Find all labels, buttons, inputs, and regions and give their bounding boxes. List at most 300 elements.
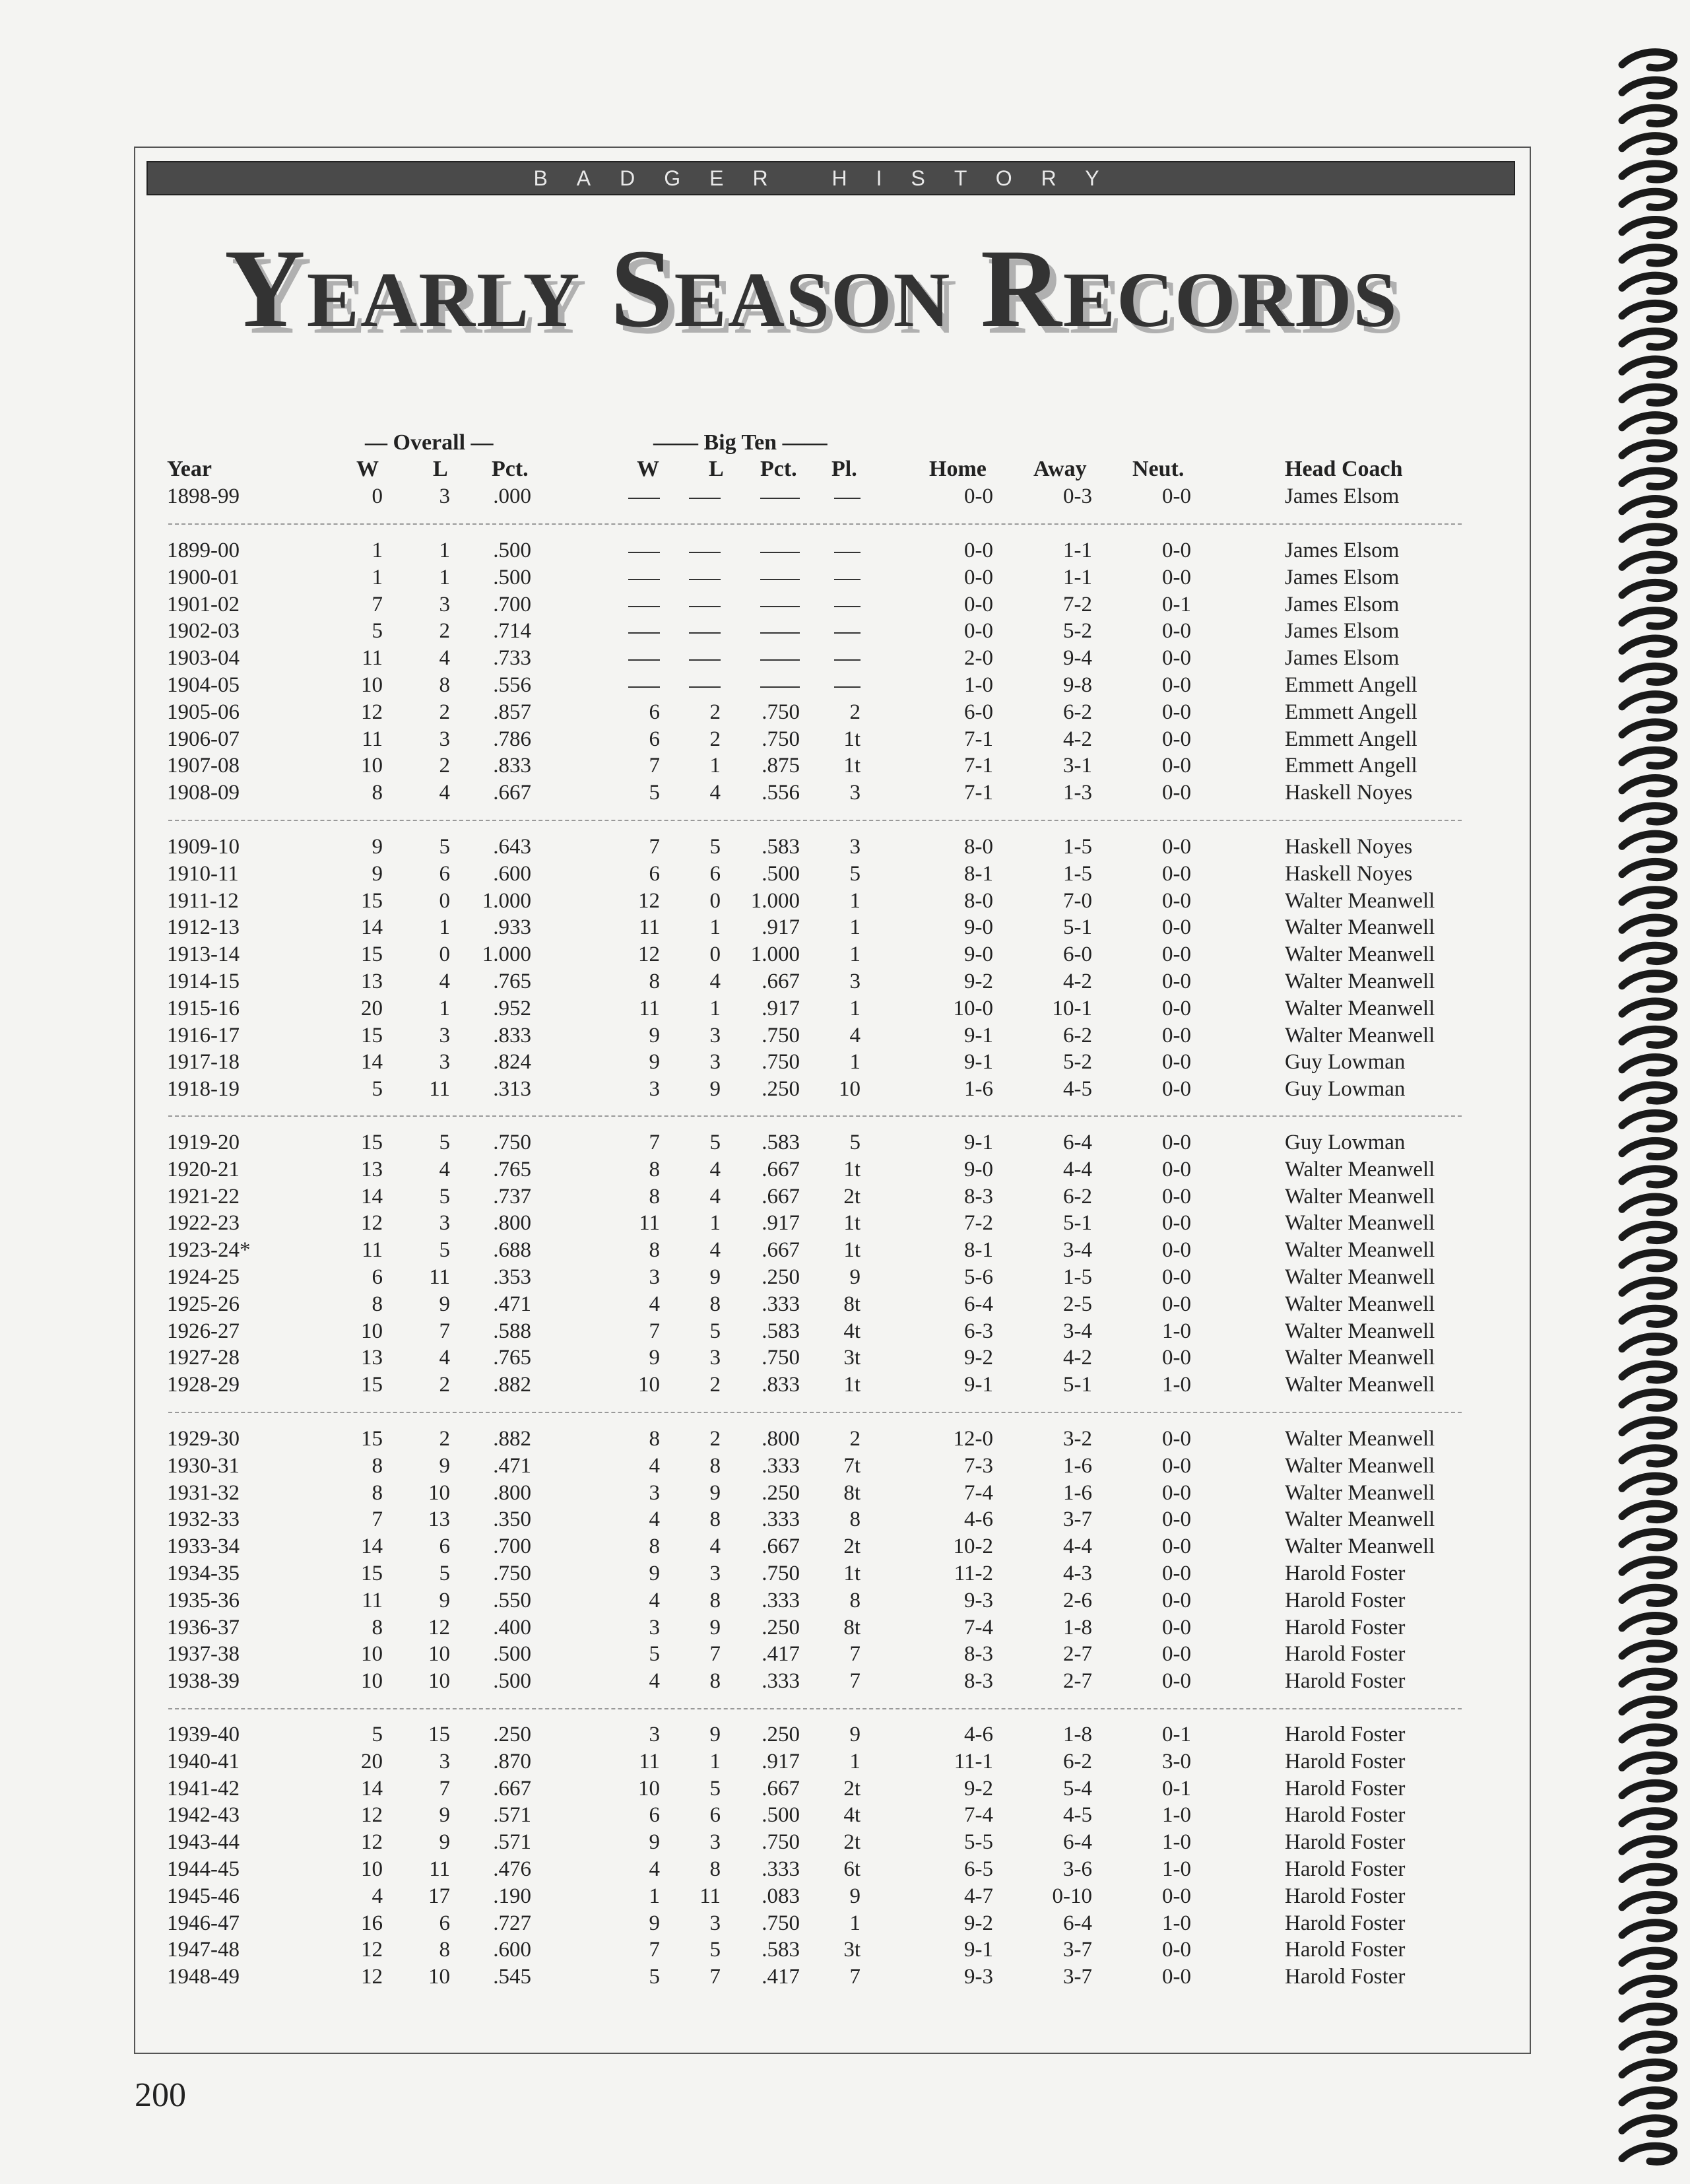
bigten-place-cell: 2t	[843, 1776, 861, 1801]
bigten-pct-header: Pct.	[760, 457, 797, 481]
bigten-losses-cell: 2	[709, 1427, 721, 1451]
bigten-place-cell: 1t	[843, 1157, 861, 1181]
year-cell: 1948-49	[167, 1965, 240, 1989]
empty-dash	[760, 686, 800, 688]
year-cell: 1905-06	[167, 700, 240, 724]
home-record-cell: 0-0	[964, 592, 993, 616]
head-coach-cell: Walter Meanwell	[1285, 1319, 1435, 1343]
bigten-pct-cell	[726, 673, 800, 700]
bigten-pct-cell: .333	[762, 1453, 800, 1478]
overall-wins-cell: 5	[372, 1077, 383, 1102]
bigten-wins-cell: 9	[649, 1023, 660, 1047]
away-record-cell: 5-4	[1063, 1776, 1092, 1801]
away-record-cell: 6-2	[1063, 700, 1092, 724]
spiral-coil	[1622, 554, 1674, 570]
neutral-record-cell: 1-0	[1162, 1911, 1191, 1935]
bigten-losses-cell: 2	[709, 1373, 721, 1397]
decade-separator	[168, 1412, 1462, 1413]
away-record-cell: 5-2	[1063, 1050, 1092, 1075]
head-coach-cell: Guy Lowman	[1285, 1077, 1406, 1102]
spiral-coil	[1622, 415, 1674, 431]
bigten-place-cell: 8	[849, 1588, 861, 1612]
away-record-cell: 2-5	[1063, 1292, 1092, 1316]
bigten-pct-cell: .333	[762, 1857, 800, 1881]
head-coach-cell: Guy Lowman	[1285, 1131, 1406, 1154]
overall-wins-cell: 7	[372, 1507, 383, 1532]
bigten-place-cell: 2t	[843, 1830, 861, 1855]
spiral-coil	[1622, 945, 1674, 961]
overall-losses-cell: 9	[439, 1588, 450, 1612]
home-record-cell: 11-1	[954, 1749, 993, 1773]
bigten-place-cell: 8t	[843, 1615, 861, 1639]
empty-dash	[760, 632, 800, 634]
overall-pct-cell: .571	[493, 1803, 531, 1828]
bigten-losses-cell: 8	[709, 1292, 721, 1316]
empty-dash	[628, 632, 660, 634]
overall-losses-cell: 8	[439, 1938, 450, 1962]
overall-losses-cell: 10	[428, 1642, 450, 1667]
bigten-place-cell	[818, 673, 861, 700]
overall-losses-cell: 2	[439, 1427, 450, 1451]
overall-wins-cell: 15	[361, 1131, 383, 1154]
overall-wins-cell: 10	[361, 1857, 383, 1881]
home-record-cell: 9-0	[964, 1157, 993, 1181]
overall-wins-cell: 13	[361, 1157, 383, 1181]
bigten-place-cell: 1t	[843, 1238, 861, 1263]
away-record-cell: 3-4	[1063, 1238, 1092, 1263]
spiral-binding	[1610, 26, 1683, 2178]
empty-dash	[760, 659, 800, 661]
bigten-place-cell: 2	[849, 1427, 861, 1451]
home-record-cell: 4-6	[964, 1723, 993, 1746]
year-cell: 1942-43	[167, 1803, 240, 1828]
bigten-place-cell: 8t	[843, 1292, 861, 1316]
home-record-cell: 9-3	[964, 1588, 993, 1612]
bigten-losses-cell: 3	[709, 1911, 721, 1935]
bigten-wins-cell: 3	[649, 1265, 660, 1289]
head-coach-cell: Emmett Angell	[1285, 754, 1417, 778]
neutral-record-cell: 0-0	[1162, 1427, 1191, 1451]
year-cell: 1918-19	[167, 1077, 240, 1102]
spiral-coil	[1622, 2090, 1674, 2106]
away-record-cell: 4-4	[1063, 1157, 1092, 1181]
overall-pct-cell: .250	[493, 1723, 531, 1746]
spiral-coil	[1622, 1392, 1674, 1408]
bigten-wins-cell: 8	[649, 970, 660, 993]
spiral-coil	[1622, 275, 1674, 291]
bigten-pct-cell: .750	[762, 1830, 800, 1855]
overall-pct-cell: .588	[493, 1319, 531, 1343]
home-record-cell: 9-0	[964, 915, 993, 940]
bigten-wins-cell: 3	[649, 1723, 660, 1746]
overall-losses-cell: 1	[439, 565, 450, 589]
overall-wins-cell: 0	[372, 484, 383, 508]
away-record-cell: 1-5	[1063, 861, 1092, 886]
overall-wins-cell: 15	[361, 1023, 383, 1047]
spiral-coil	[1622, 1727, 1674, 1743]
bigten-place-cell: 2	[849, 700, 861, 724]
home-record-cell: 9-1	[964, 1131, 993, 1154]
overall-losses-cell: 5	[439, 1562, 450, 1585]
head-coach-cell: Walter Meanwell	[1285, 1157, 1435, 1181]
bigten-losses-cell: 6	[709, 1803, 721, 1828]
neutral-record-cell: 0-0	[1162, 1265, 1191, 1289]
head-coach-cell: Walter Meanwell	[1285, 1184, 1435, 1208]
neutral-record-cell: 0-0	[1162, 835, 1191, 859]
spiral-coil	[1622, 1867, 1674, 1882]
away-record-cell: 4-2	[1063, 727, 1092, 751]
bigten-losses-cell: 1	[709, 996, 721, 1020]
year-cell: 1904-05	[167, 673, 240, 697]
overall-losses-cell: 3	[439, 484, 450, 508]
decade-separator	[168, 523, 1462, 525]
overall-wins-cell: 15	[361, 1562, 383, 1585]
spiral-coil	[1622, 861, 1674, 877]
spiral-coil	[1622, 1616, 1674, 1632]
home-record-cell: 5-6	[964, 1265, 993, 1289]
bigten-pct-cell: .500	[762, 1803, 800, 1828]
spiral-coil	[1622, 359, 1674, 375]
head-coach-cell: Harold Foster	[1285, 1965, 1406, 1989]
bigten-place-cell: 7t	[843, 1453, 861, 1478]
empty-dash	[689, 686, 721, 688]
overall-wins-cell: 10	[361, 673, 383, 697]
year-cell: 1924-25	[167, 1265, 240, 1289]
year-cell: 1928-29	[167, 1373, 240, 1397]
spiral-coil	[1622, 1280, 1674, 1296]
spiral-coil	[1622, 1783, 1674, 1799]
spiral-coil	[1622, 1169, 1674, 1185]
bigten-pct-cell	[726, 566, 800, 593]
bigten-losses-cell: 4	[709, 970, 721, 993]
overall-pct-cell: .800	[493, 1211, 531, 1236]
home-record-cell: 9-1	[964, 1050, 993, 1075]
empty-dash	[689, 606, 721, 607]
overall-wins-cell: 11	[362, 727, 383, 751]
home-record-cell: 6-3	[964, 1319, 993, 1343]
spiral-coil	[1622, 1755, 1674, 1771]
overall-wins-cell: 8	[372, 1453, 383, 1478]
empty-dash	[689, 552, 721, 553]
spiral-coil	[1622, 1113, 1674, 1129]
neutral-record-cell: 0-0	[1162, 1346, 1191, 1370]
overall-losses-cell: 6	[439, 861, 450, 886]
spiral-coil	[1622, 136, 1674, 152]
overall-wins-cell: 4	[372, 1884, 383, 1908]
overall-losses-cell: 15	[428, 1723, 450, 1746]
bigten-wins-cell: 9	[649, 1830, 660, 1855]
home-record-cell: 9-0	[964, 943, 993, 967]
bigten-pct-cell	[726, 539, 800, 566]
bigten-losses-cell: 4	[709, 1238, 721, 1263]
bigten-wins-cell: 3	[649, 1077, 660, 1102]
bigten-wins-cell: 5	[649, 781, 660, 805]
overall-pct-cell: .750	[493, 1562, 531, 1585]
home-record-cell: 4-6	[964, 1507, 993, 1532]
empty-dash	[834, 632, 861, 634]
overall-wins-cell: 8	[372, 1615, 383, 1639]
year-cell: 1939-40	[167, 1723, 240, 1746]
bigten-place-cell: 9	[849, 1265, 861, 1289]
overall-pct-cell: .556	[493, 673, 531, 697]
away-record-cell: 3-4	[1063, 1319, 1092, 1343]
overall-pct-cell: .190	[493, 1884, 531, 1908]
spiral-coil	[1622, 694, 1674, 710]
spiral-coil	[1622, 1950, 1674, 1966]
overall-wins-cell: 10	[361, 754, 383, 778]
bigten-wins-cell: 11	[639, 1211, 660, 1236]
overall-losses-cell: 3	[439, 1211, 450, 1236]
overall-group-label: — Overall —	[365, 430, 494, 455]
spiral-coil	[1622, 303, 1674, 319]
spiral-coil	[1622, 52, 1674, 68]
away-record-cell: 2-6	[1063, 1588, 1092, 1612]
neutral-record-cell: 0-0	[1162, 1642, 1191, 1667]
bigten-pct-cell: .417	[762, 1642, 800, 1667]
spiral-coil	[1622, 1839, 1674, 1855]
neutral-record-cell: 0-1	[1162, 592, 1191, 616]
year-cell: 1947-48	[167, 1938, 240, 1962]
head-coach-cell: Harold Foster	[1285, 1615, 1406, 1639]
overall-losses-cell: 5	[439, 1238, 450, 1263]
bigten-losses-cell: 5	[709, 1776, 721, 1801]
overall-wins-cell: 9	[372, 861, 383, 886]
bigten-losses-cell: 1	[709, 1749, 721, 1773]
overall-losses-cell: 10	[428, 1669, 450, 1694]
bigten-wins-cell: 4	[649, 1292, 660, 1316]
year-cell: 1900-01	[167, 565, 240, 589]
empty-dash	[628, 579, 660, 580]
bigten-place-cell: 8	[849, 1507, 861, 1532]
bigten-place-cell	[818, 566, 861, 593]
head-coach-cell: James Elsom	[1285, 592, 1400, 616]
bigten-place-cell: 1	[849, 915, 861, 940]
empty-dash	[760, 552, 800, 553]
spiral-coil	[1622, 1001, 1674, 1017]
overall-wins-cell: 15	[361, 1373, 383, 1397]
overall-losses-cell: 4	[439, 781, 450, 805]
bigten-pct-cell: .667	[762, 1776, 800, 1801]
bigten-losses-cell: 3	[709, 1050, 721, 1075]
spiral-coil	[1622, 834, 1674, 849]
bigten-pct-cell: .333	[762, 1669, 800, 1694]
away-record-cell: 1-3	[1063, 781, 1092, 805]
overall-losses-cell: 0	[439, 943, 450, 967]
bigten-pct-cell: .500	[762, 861, 800, 886]
bigten-losses-cell: 11	[699, 1884, 721, 1908]
head-coach-cell: Harold Foster	[1285, 1642, 1406, 1667]
empty-dash	[834, 579, 861, 580]
bigten-pct-cell: .917	[762, 915, 800, 940]
head-coach-cell: Harold Foster	[1285, 1669, 1406, 1694]
spiral-coil	[1622, 1699, 1674, 1715]
neutral-record-cell: 0-0	[1162, 1588, 1191, 1612]
overall-losses-cell: 2	[439, 700, 450, 724]
year-cell: 1912-13	[167, 915, 240, 940]
bigten-pct-cell: .250	[762, 1480, 800, 1505]
neutral-record-cell: 0-0	[1162, 970, 1191, 993]
overall-losses-cell: 17	[428, 1884, 450, 1908]
year-cell: 1911-12	[167, 888, 239, 913]
bigten-place-cell: 1t	[843, 754, 861, 778]
neutral-record-cell: 0-1	[1162, 1723, 1191, 1746]
bigten-wins-cell: 6	[649, 1803, 660, 1828]
overall-pct-cell: .550	[493, 1588, 531, 1612]
home-record-cell: 5-5	[964, 1830, 993, 1855]
bigten-place-cell: 1	[849, 1749, 861, 1773]
bigten-losses-cell: 5	[709, 835, 721, 859]
spiral-coil	[1622, 1420, 1674, 1436]
spiral-coil	[1622, 1029, 1674, 1045]
head-coach-cell: Emmett Angell	[1285, 700, 1417, 724]
spiral-coil	[1622, 164, 1674, 180]
page-number: 200	[135, 2076, 186, 2114]
overall-wins-cell: 1	[372, 539, 383, 562]
overall-losses-cell: 2	[439, 754, 450, 778]
year-cell: 1945-46	[167, 1884, 240, 1908]
head-coach-cell: Walter Meanwell	[1285, 996, 1435, 1020]
away-record-cell: 1-5	[1063, 1265, 1092, 1289]
bigten-place-cell: 1	[849, 996, 861, 1020]
head-coach-cell: Walter Meanwell	[1285, 1480, 1435, 1505]
bigten-pct-cell: .583	[762, 1131, 800, 1154]
away-record-cell: 1-1	[1063, 565, 1092, 589]
home-record-cell: 7-1	[964, 754, 993, 778]
bigten-wins-cell: 8	[649, 1157, 660, 1181]
neutral-record-cell: 3-0	[1162, 1749, 1191, 1773]
bigten-pct-cell: .250	[762, 1615, 800, 1639]
year-cell: 1919-20	[167, 1131, 240, 1154]
away-record-cell: 9-4	[1063, 646, 1092, 671]
bigten-wins-cell	[614, 566, 660, 593]
empty-dash	[689, 498, 721, 499]
bigten-losses-cell: 7	[709, 1642, 721, 1667]
bigten-place-cell: 4t	[843, 1319, 861, 1343]
bigten-pct-cell: .083	[762, 1884, 800, 1908]
neutral-record-cell: 0-0	[1162, 1292, 1191, 1316]
home-record-cell: 8-1	[964, 861, 993, 886]
bigten-wins-cell: 9	[649, 1050, 660, 1075]
overall-losses-cell: 1	[439, 539, 450, 562]
spiral-coil	[1622, 1923, 1674, 1938]
year-cell: 1906-07	[167, 727, 240, 751]
away-record-cell: 0-10	[1052, 1884, 1092, 1908]
neutral-record-cell: 1-0	[1162, 1857, 1191, 1881]
bigten-wins-cell: 8	[649, 1184, 660, 1208]
bigten-pct-cell: .800	[762, 1427, 800, 1451]
bigten-wins-cell: 12	[638, 888, 660, 913]
bigten-pct-cell: .333	[762, 1507, 800, 1532]
bigten-losses-cell: 5	[709, 1319, 721, 1343]
bigten-pct-cell: 1.000	[750, 888, 800, 913]
bigten-losses-cell: 3	[709, 1023, 721, 1047]
overall-pct-cell: .643	[493, 835, 531, 859]
bigten-pct-cell: .917	[762, 1749, 800, 1773]
bigten-wins-cell: 12	[638, 943, 660, 967]
overall-pct-cell: .700	[493, 1535, 531, 1559]
home-record-cell: 9-3	[964, 1965, 993, 1989]
bigten-losses-cell: 8	[709, 1507, 721, 1532]
overall-pct-cell: .765	[493, 970, 531, 993]
bigten-pct-cell: .556	[762, 781, 800, 805]
bigten-place-cell	[818, 484, 861, 512]
bigten-place-cell: 3t	[843, 1938, 861, 1962]
head-coach-cell: Harold Foster	[1285, 1938, 1406, 1962]
away-record-cell: 6-2	[1063, 1749, 1092, 1773]
bigten-losses-cell: 3	[709, 1562, 721, 1585]
neutral-record-cell: 0-0	[1162, 1023, 1191, 1047]
overall-losses-cell: 12	[428, 1615, 450, 1639]
spiral-coil	[1622, 220, 1674, 236]
neutral-record-cell: 1-0	[1162, 1319, 1191, 1343]
home-record-cell: 6-4	[964, 1292, 993, 1316]
bigten-losses-cell: 1	[709, 1211, 721, 1236]
neutral-record-cell: 0-0	[1162, 1131, 1191, 1154]
bigten-losses-cell: 6	[709, 861, 721, 886]
bigten-pct-cell: .833	[762, 1373, 800, 1397]
empty-dash	[628, 606, 660, 607]
neutral-record-cell: 0-0	[1162, 1669, 1191, 1694]
away-record-cell: 3-7	[1063, 1507, 1092, 1532]
bigten-wins-cell: 6	[649, 861, 660, 886]
neutral-record-cell: 0-0	[1162, 1884, 1191, 1908]
bigten-pct-cell: .667	[762, 1157, 800, 1181]
bigten-losses-cell: 8	[709, 1857, 721, 1881]
head-coach-cell: Walter Meanwell	[1285, 1292, 1435, 1316]
overall-losses-cell: 1	[439, 915, 450, 940]
bigten-losses-cell	[680, 619, 721, 646]
bigten-pct-cell: .750	[762, 1023, 800, 1047]
bigten-pct-cell	[726, 484, 800, 512]
overall-losses-cell: 8	[439, 673, 450, 697]
spiral-coil	[1622, 331, 1674, 347]
bigten-wins-cell: 4	[649, 1507, 660, 1532]
spiral-coil	[1622, 1560, 1674, 1575]
overall-wins-cell: 8	[372, 781, 383, 805]
overall-wins-cell: 13	[361, 1346, 383, 1370]
spiral-coil	[1622, 778, 1674, 794]
bigten-losses-cell: 0	[709, 943, 721, 967]
head-coach-cell: Haskell Noyes	[1285, 861, 1413, 886]
home-record-cell: 7-4	[964, 1480, 993, 1505]
overall-losses-cell: 9	[439, 1292, 450, 1316]
bigten-place-cell	[818, 539, 861, 566]
away-record-cell: 3-6	[1063, 1857, 1092, 1881]
overall-wins-cell: 5	[372, 619, 383, 644]
away-record-cell: 5-1	[1063, 915, 1092, 940]
home-record-cell: 2-0	[964, 646, 993, 671]
year-cell: 1921-22	[167, 1184, 240, 1208]
bigten-pct-cell: .917	[762, 996, 800, 1020]
year-cell: 1941-42	[167, 1776, 240, 1801]
spiral-coil	[1622, 638, 1674, 654]
bigten-losses-cell: 4	[709, 1184, 721, 1208]
overall-wins-cell: 7	[372, 592, 383, 616]
overall-wins-cell: 14	[361, 915, 383, 940]
head-coach-cell: James Elsom	[1285, 484, 1400, 508]
neutral-record-cell: 0-0	[1162, 1157, 1191, 1181]
empty-dash	[689, 659, 721, 661]
home-record-cell: 12-0	[953, 1427, 993, 1451]
home-record-cell: 7-2	[964, 1211, 993, 1236]
empty-dash	[689, 579, 721, 580]
away-record-cell: 6-4	[1063, 1131, 1092, 1154]
neutral-record-cell: 0-0	[1162, 1077, 1191, 1102]
away-record-cell: 4-5	[1063, 1803, 1092, 1828]
overall-pct-cell: .000	[493, 484, 531, 508]
neutral-record-cell: 0-0	[1162, 619, 1191, 644]
head-coach-cell: Walter Meanwell	[1285, 1427, 1435, 1451]
